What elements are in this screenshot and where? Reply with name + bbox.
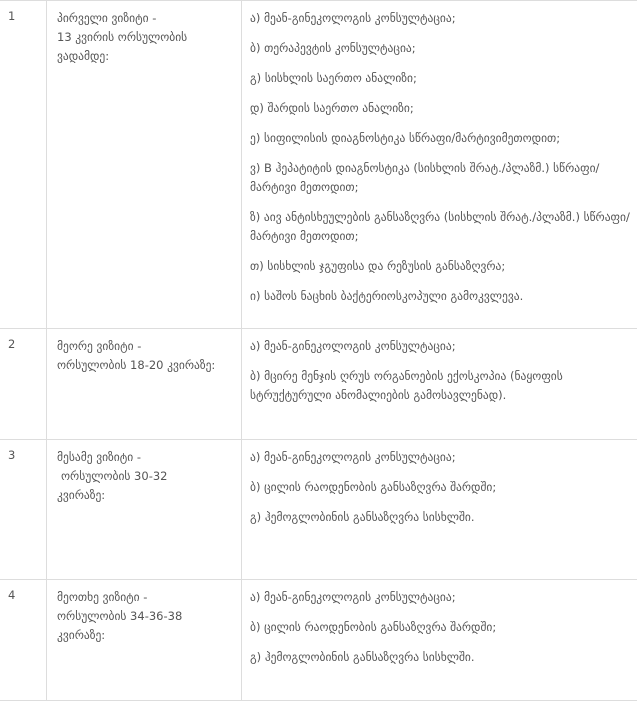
service-item: დ) შარდის საერთო ანალიზი; [250, 101, 414, 115]
visit-timing-cont: კვირაზე: [57, 488, 106, 502]
table-row [0, 329, 637, 440]
table-row [0, 440, 637, 580]
service-item: ბ) ცილის რაოდენობის განსაზღვრა შარდში; [250, 620, 497, 634]
visit-title: მეოთხე ვიზიტი - [57, 590, 148, 604]
services-cell [242, 329, 638, 440]
visit-cell [47, 329, 242, 440]
visit-title: მესამე ვიზიტი - [57, 450, 142, 464]
service-item: ა) მეან-გინეკოლოგის კონსულტაცია; [250, 339, 456, 353]
row-number: 3 [0, 440, 47, 580]
services-cell [242, 580, 638, 701]
service-item: ა) მეან-გინეკოლოგის კონსულტაცია; [250, 590, 456, 604]
service-item: ბ) თერაპევტის კონსულტაცია; [250, 41, 416, 55]
visit-timing: ორსულობის 30-32 [61, 469, 168, 483]
table-row [0, 1, 637, 329]
visit-timing: ორსულობის 34-36-38 [57, 609, 183, 623]
visit-timing-cont: კვირაზე: [57, 628, 106, 642]
service-item: ა) მეან-გინეკოლოგის კონსულტაცია; [250, 11, 456, 25]
service-item: გ) ჰემოგლობინის განსაზღვრა სისხლში. [250, 650, 475, 664]
service-item: ვ) B ჰეპატიტის დიაგნოსტიკა (სისხლის შრატ./პლაზმ.) სწრაფი/მარტივი მეთოდით; [250, 161, 600, 194]
table-row [0, 580, 637, 701]
visit-title: მეორე ვიზიტი - [57, 339, 142, 353]
visit-title: პირველი ვიზიტი - [57, 11, 157, 25]
row-number: 4 [0, 580, 47, 701]
service-item: თ) სისხლის ჯგუფისა და რეზუსის განსაზღვრა; [250, 259, 506, 273]
visit-timing: ორსულობის 18-20 კვირაზე: [57, 358, 216, 372]
visit-cell [47, 580, 242, 701]
visit-cell [47, 1, 242, 329]
visit-cell [47, 440, 242, 580]
service-item: ი) საშოს ნაცხის ბაქტერიოსკოპული გამოკვლევა. [250, 289, 524, 303]
visit-timing-cont: ვადამდე: [57, 49, 110, 63]
service-item: ა) მეან-გინეკოლოგის კონსულტაცია; [250, 450, 456, 464]
services-cell [242, 1, 638, 329]
service-item: ზ) აივ ანტისხეულების განსაზღვრა (სისხლის შრატ./პლაზმ.) სწრაფი/მარტივი მეთოდით; [250, 210, 630, 243]
service-item: გ) ჰემოგლობინის განსაზღვრა სისხლში. [250, 510, 475, 524]
service-item: ე) სიფილისის დიაგნოსტიკა სწრაფი/მარტივიმეთოდით; [250, 131, 561, 145]
row-number: 1 [0, 1, 47, 329]
service-item: გ) სისხლის საერთო ანალიზი; [250, 71, 417, 85]
service-item: ბ) მცირე მენჯის ღრუს ორგანოების ექოსკოპია (ნაყოფის სტრუქტურული ანომალიების გამოსავლენად). [250, 369, 563, 402]
visit-timing: 13 კვირის ორსულობის [57, 30, 188, 44]
service-item: ბ) ცილის რაოდენობის განსაზღვრა შარდში; [250, 480, 497, 494]
services-cell [242, 440, 638, 580]
row-number: 2 [0, 329, 47, 440]
